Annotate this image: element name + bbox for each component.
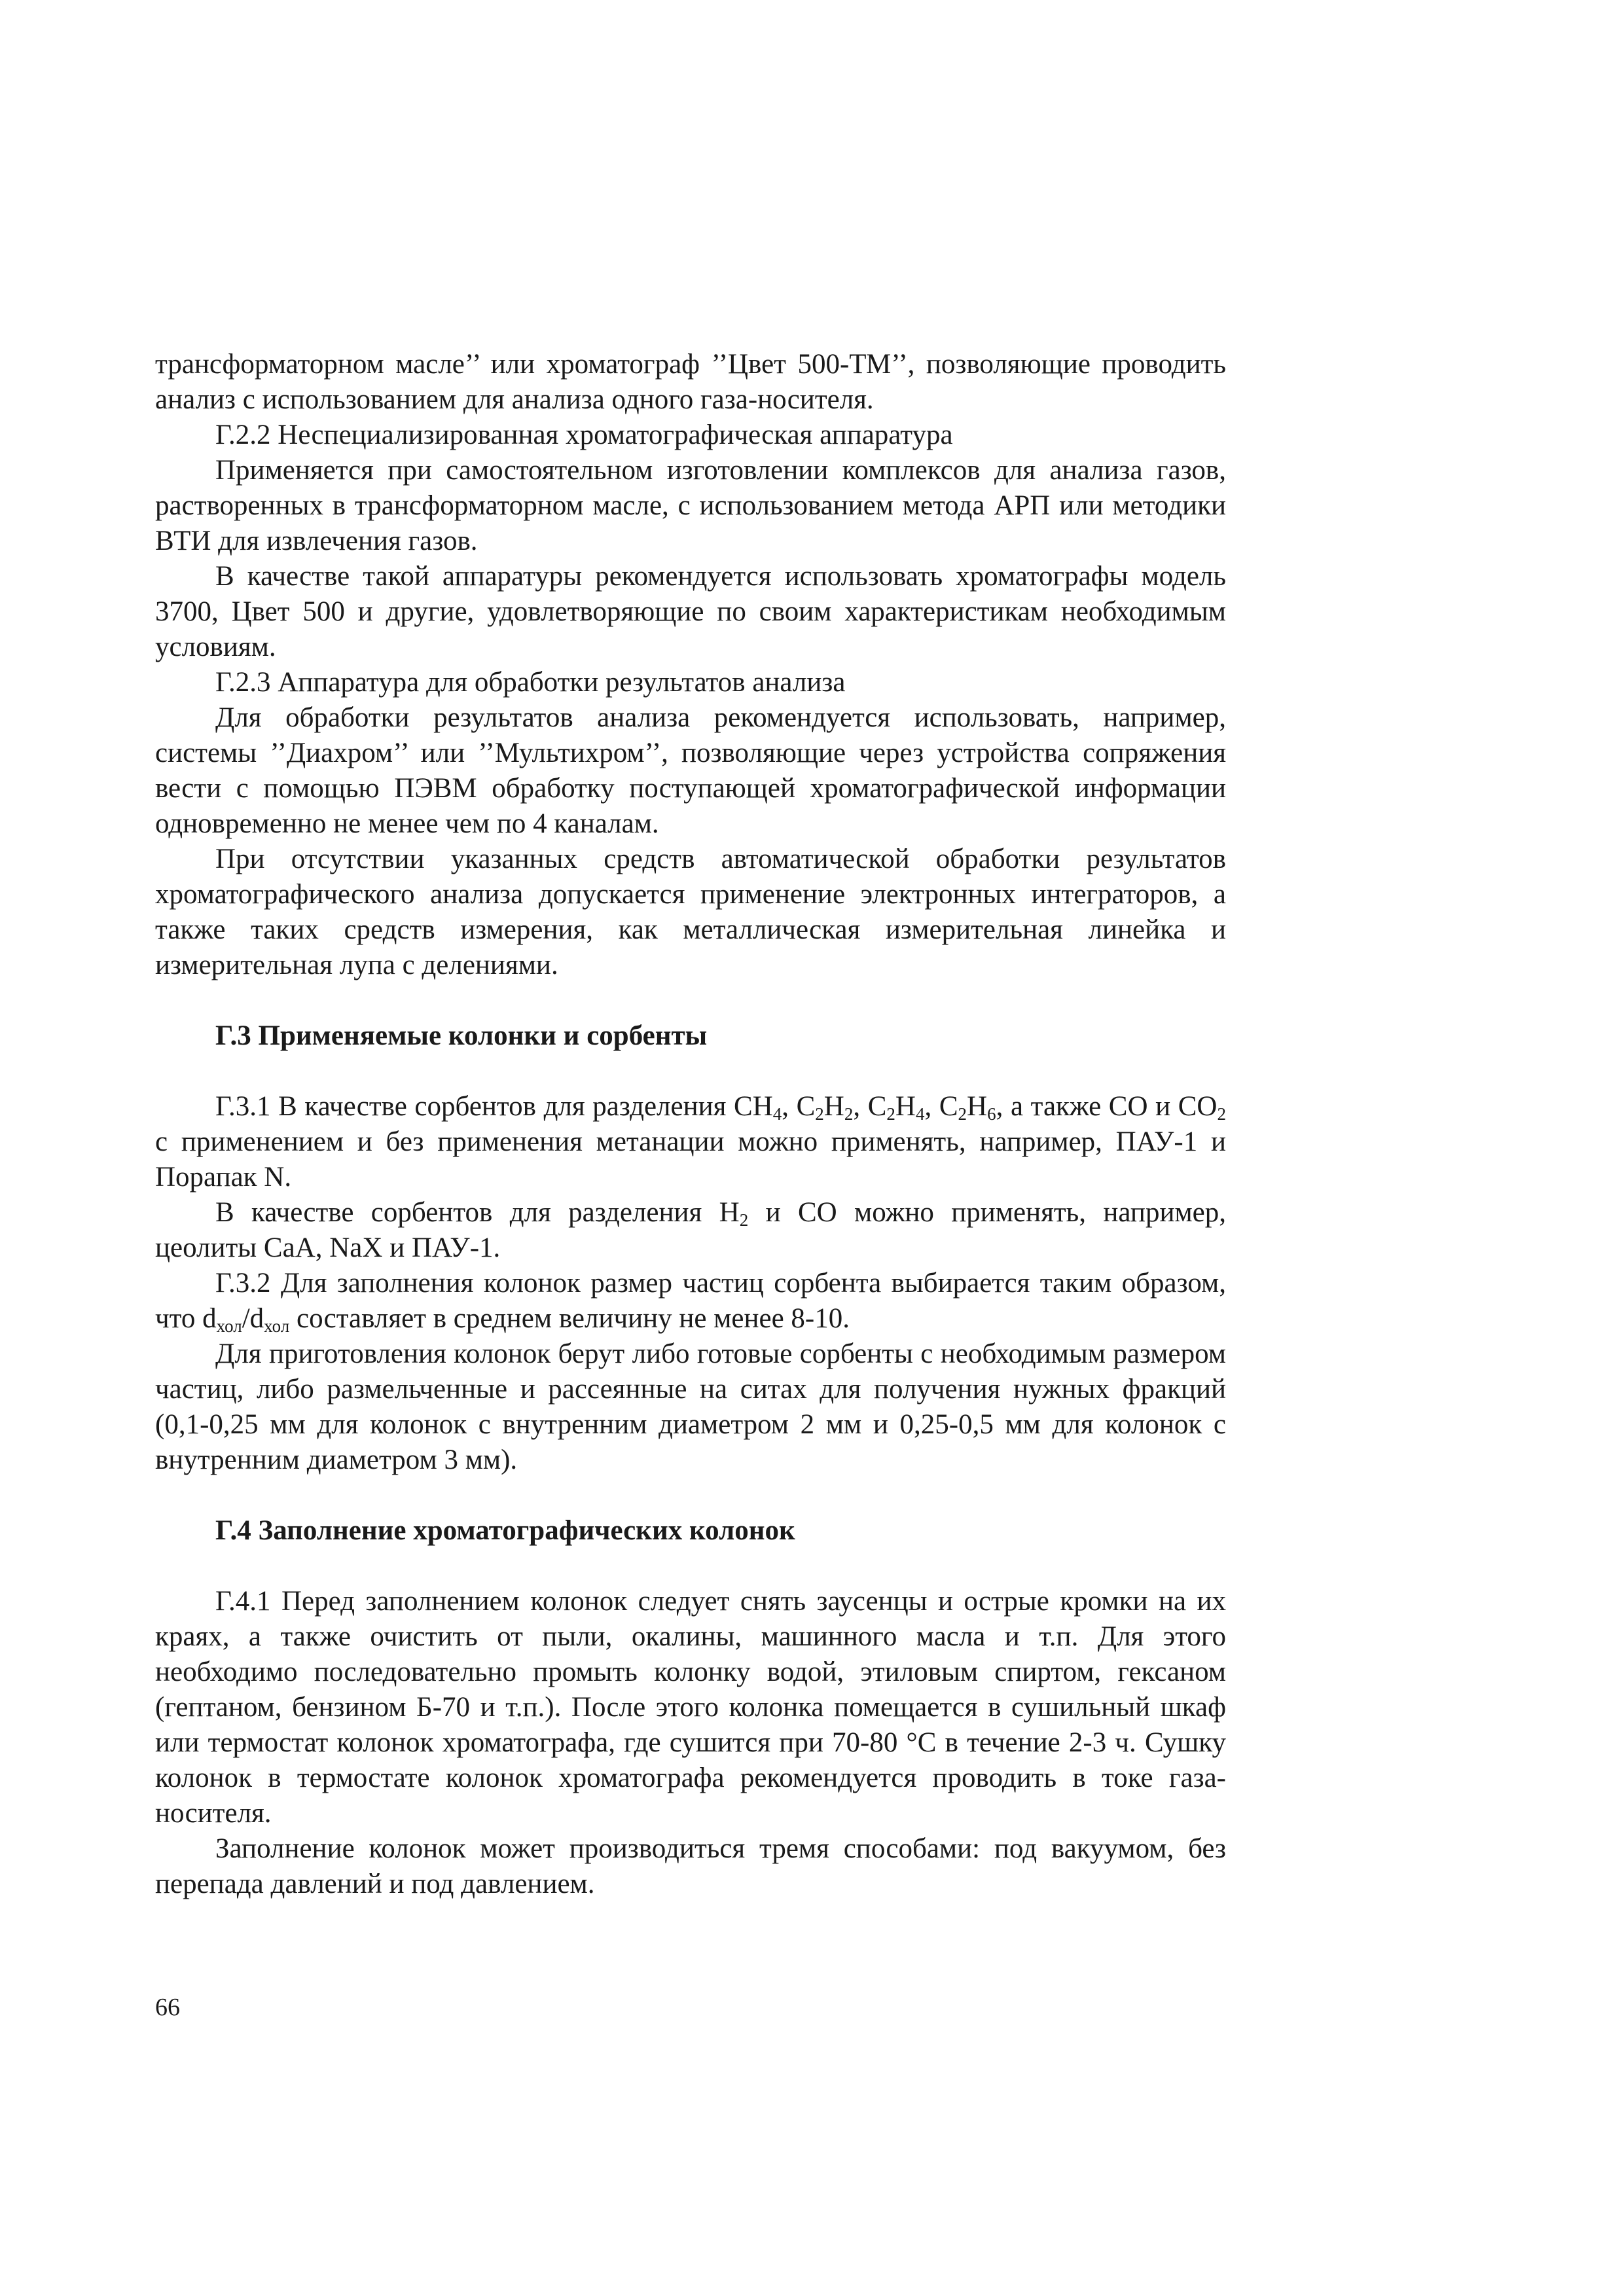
text-run: Г.3.1 В качестве сорбентов для разделения СН xyxy=(215,1091,773,1122)
section-heading xyxy=(155,1018,1226,1054)
subscript: 2 xyxy=(1217,1104,1226,1124)
text-run: /d xyxy=(242,1303,264,1334)
paragraph xyxy=(155,418,1226,453)
text-run: Г.2.3 Аппаратура для обработки результатов анализа xyxy=(215,667,846,698)
paragraph xyxy=(155,665,1226,700)
subscript: 6 xyxy=(987,1104,996,1124)
paragraph xyxy=(155,700,1226,842)
paragraph xyxy=(155,1336,1226,1478)
paragraph xyxy=(155,1266,1226,1336)
text-run: Н xyxy=(895,1091,916,1122)
text-run: составляет в среднем величину не менее 8-10. xyxy=(289,1303,850,1334)
subscript: 2 xyxy=(844,1104,854,1124)
paragraph xyxy=(155,559,1226,665)
subscript: 4 xyxy=(915,1104,925,1124)
subscript: 2 xyxy=(739,1210,749,1230)
text-run: Г.4.1 Перед заполнением колонок следует снять заусенцы и острые кромки на их краях, а также очистить от пыли, окалины, машинного масла и т.п. Для этого необходимо последовательно промыть колонку водой, этиловым спиртом, гексаном (гептаном, бензином Б-70 и т.п.). После этого колонка помещается в сушильный шкаф или термостат колонок хроматографа, где сушится при 70-80 °С в течение 2-3 ч. Сушку колонок в термостате колонок хроматографа рекомендуется проводить в токе газа-носителя. xyxy=(155,1586,1226,1829)
section-heading xyxy=(155,1513,1226,1549)
text-run: , а также СО и СО xyxy=(996,1091,1218,1122)
text-run: Г.2.2 Неспециализированная хроматографическая аппаратура xyxy=(215,420,953,450)
text-run: с применением и без применения метанации можно применять, например, ПАУ-1 и Порапак N. xyxy=(155,1126,1226,1193)
page-number: 66 xyxy=(155,1994,180,2021)
paragraph xyxy=(155,453,1226,559)
text-run: Н xyxy=(967,1091,988,1122)
text-run: Н xyxy=(823,1091,844,1122)
text-run: Применяется при самостоятельном изготовлении комплексов для анализа газов, растворенных в трансформаторном масле, с использованием метода АРП или методики ВТИ для извлечения газов. xyxy=(155,455,1226,556)
subscript: 2 xyxy=(815,1104,824,1124)
text-run: Г.4 Заполнение хроматографических колонок xyxy=(215,1515,795,1546)
text-run: Для приготовления колонок берут либо готовые сорбенты с необходимым размером частиц, либо размельченные и рассеянные на ситах для получения нужных фракций (0,1-0,25 мм для колонок с внутренним диаметром 2 мм и 0,25-0,5 мм для колонок с внутренним диаметром 3 мм). xyxy=(155,1338,1226,1475)
text-run: Г.3 Применяемые колонки и сорбенты xyxy=(215,1020,708,1051)
text-run: В качестве такой аппаратуры рекомендуется использовать хроматографы модель 3700, Цвет 500 и другие, удовлетворяющие по своим характеристикам необходимым условиям. xyxy=(155,561,1226,662)
text-run: Для обработки результатов анализа рекомендуется использовать, например, системы ’’Диахром’’ или ’’Мультихром’’, позволяющие через устройства сопряжения вести с помощью ПЭВМ обработку поступающей хроматографической информации одновременно не менее чем по 4 каналам. xyxy=(155,702,1226,839)
paragraph xyxy=(155,1831,1226,1902)
text-run: В качестве сорбентов для разделения Н xyxy=(215,1197,740,1228)
subscript: 2 xyxy=(958,1104,967,1124)
paragraph xyxy=(155,1195,1226,1266)
subscript: 4 xyxy=(772,1104,782,1124)
subscript: хол xyxy=(264,1316,290,1336)
paragraph xyxy=(155,1089,1226,1195)
paragraph xyxy=(155,347,1226,418)
text-run: и СО можно применять, например, цеолиты СаА, NaX и ПАУ-1. xyxy=(155,1197,1227,1263)
text-run: Заполнение колонок может производиться тремя способами: под вакуумом, без перепада давлений и под давлением. xyxy=(155,1833,1226,1899)
text-run: Г.3.2 Для заполнения колонок размер частиц сорбента выбирается таким образом, что d xyxy=(155,1268,1226,1334)
paragraph xyxy=(155,842,1226,983)
text-run: При отсутствии указанных средств автоматической обработки результатов хроматографического анализа допускается применение электронных интеграторов, а также таких средств измерения, как металлическая измерительная линейка и измерительная лупа с делениями. xyxy=(155,844,1226,980)
subscript: хол xyxy=(216,1316,242,1336)
subscript: 2 xyxy=(886,1104,895,1124)
text-run: , С xyxy=(924,1091,958,1122)
text-run: , С xyxy=(853,1091,887,1122)
text-run: трансформаторном масле’’ или хроматограф ’’Цвет 500-ТМ’’, позволяющие проводить анализ с использованием для анализа одного газа-носителя. xyxy=(155,349,1226,415)
paragraph xyxy=(155,1584,1226,1831)
page-body xyxy=(155,347,1226,1902)
text-run: , С xyxy=(782,1091,816,1122)
